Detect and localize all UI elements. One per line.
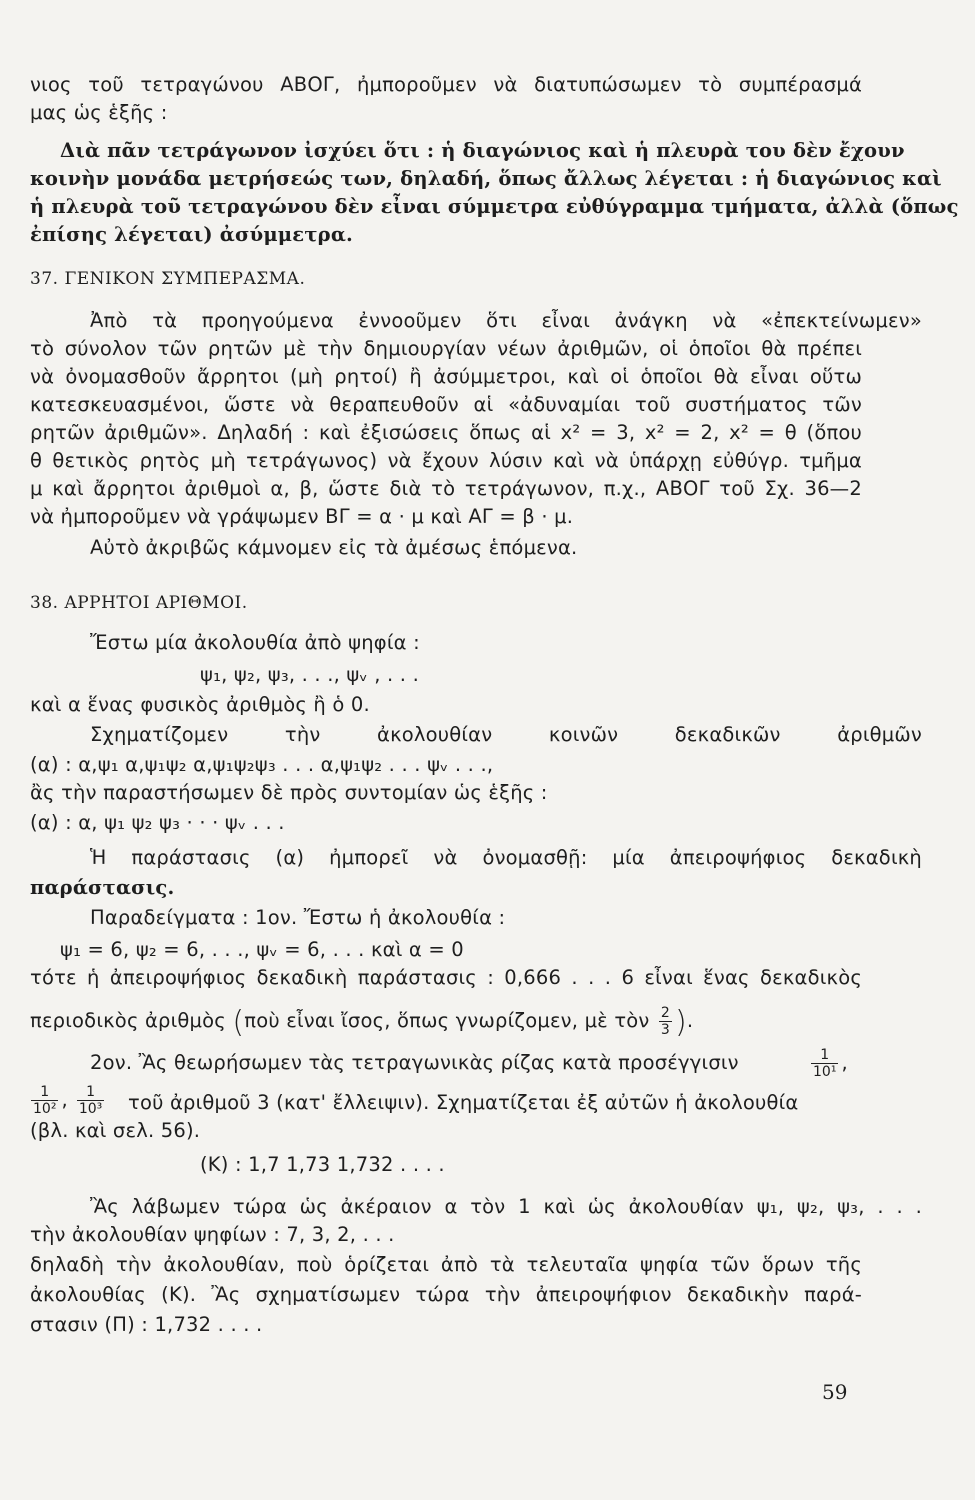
- text-line: (α) : α, ψ₁ ψ₂ ψ₃ · · · ψᵥ . . .: [30, 811, 285, 834]
- text-line: Ἔστω μία ἀκολουθία ἀπὸ ψηφία :: [90, 631, 420, 654]
- text-line: νιος τοῦ τετραγώνου ΑΒΟΓ, ἠμποροῦμεν νὰ διατυπώσωμεν τὸ συμπέρασμά: [30, 73, 862, 96]
- text-line: ψ₁ = 6, ψ₂ = 6, . . ., ψᵥ = 6, . . . καὶ α = 0: [60, 938, 464, 961]
- fraction-one-tenth: $\frac{1}{\text{10¹}}$ ,: [813, 1047, 848, 1080]
- text-line: ρητῶν ἀριθμῶν». Δηλαδή : καὶ ἐξισώσεις ὅπως αἱ x² = 3, x² = 2, x² = θ (ὅπου: [30, 421, 862, 444]
- text-line: μας ὡς ἑξῆς :: [30, 101, 168, 124]
- text-line: τοῦ ἀριθμοῦ 3 (κατ' ἔλλειψιν). Σχηματίζεται ἐξ αὐτῶν ἡ ἀκολουθία: [128, 1091, 799, 1114]
- text-line: ἀκολουθίας (Κ). Ἂς σχηματίσωμεν τώρα τὴν ἀπειροψήφιον δεκαδικὴν παρά-: [30, 1283, 862, 1306]
- page-number: 59: [822, 1380, 848, 1404]
- text-line: δηλαδὴ τὴν ἀκολουθίαν, ποὺ ὁρίζεται ἀπὸ τὰ τελευταῖα ψηφία τῶν ὅρων τῆς: [30, 1253, 862, 1276]
- text-line: ψ₁, ψ₂, ψ₃, . . ., ψᵥ , . . .: [200, 663, 420, 686]
- text-line: παράστασις.: [30, 876, 175, 899]
- text-line: Σχηματίζομεν τὴν ἀκολουθίαν κοινῶν δεκαδικῶν ἀριθμῶν: [90, 723, 922, 746]
- periodic-middle: ποὺ εἶναι ἴσος, ὅπως γνωρίζομεν, μὲ τὸν: [244, 1009, 650, 1032]
- text-line: τὴν ἀκολουθίαν ψηφίων : 7, 3, 2, . . .: [30, 1223, 395, 1246]
- fractions-hundredth-thousandth: $\frac{1}{\text{10²}}$ , $\frac{1}{\text{10³}}$: [33, 1084, 103, 1117]
- text-line: 38. ΑΡΡΗΤΟΙ ΑΡΙΘΜΟΙ.: [30, 593, 248, 613]
- text-line: 37. ΓΕΝΙΚΟΝ ΣΥΜΠΕΡΑΣΜΑ.: [30, 269, 306, 289]
- text-line: θ θετικὸς ρητὸς μὴ τετράγωνος) νὰ ἔχουν λύσιν καὶ νὰ ὑπάρχῃ εὐθύγρ. τμῆμα: [30, 449, 862, 472]
- text-line: νὰ ὀνομασθοῦν ἄρρητοι (μὴ ρητοί) ἢ ἀσύμμετροι, καὶ οἱ ὁποῖοι θὰ εἶναι οὕτω: [30, 365, 862, 388]
- text-line: (α) : α,ψ₁ α,ψ₁ψ₂ α,ψ₁ψ₂ψ₃ . . . α,ψ₁ψ₂ . . . ψᵥ . . .,: [30, 753, 494, 776]
- text-line: 2ον. Ἂς θεωρήσωμεν τὰς τετραγωνικὰς ρίζας κατὰ προσέγγισιν: [90, 1051, 739, 1074]
- text-line: τὸ σύνολον τῶν ρητῶν μὲ τὴν δημιουργίαν νέων ἀριθμῶν, οἱ ὁποῖοι θὰ πρέπει: [30, 337, 862, 360]
- text-line: στασιν (Π) : 1,732 . . . .: [30, 1313, 263, 1336]
- text-line: νὰ ἠμποροῦμεν νὰ γράψωμεν ΒΓ = α · μ καὶ ΑΓ = β · μ.: [30, 505, 574, 528]
- text-line: τότε ἡ ἀπειροψήφιος δεκαδικὴ παράστασις : 0,666 . . . 6 εἶναι ἕνας δεκαδικὸς: [30, 966, 862, 989]
- periodic-before: περιοδικὸς ἀριθμὸς: [30, 1009, 226, 1032]
- text-line: (βλ. καὶ σελ. 56).: [30, 1119, 201, 1142]
- text-line: ἐπίσης λέγεται) ἀσύμμετρα.: [30, 223, 354, 246]
- text-line: μ καὶ ἄρρητοι ἀριθμοὶ α, β, ὥστε διὰ τὸ τετράγωνον, π.χ., ΑΒΟΓ τοῦ Σχ. 36—2: [30, 477, 862, 500]
- text-line: κοινὴν μονάδα μετρήσεώς των, δηλαδή, ὅπως ἄλλως λέγεται : ἡ διαγώνιος καὶ: [30, 167, 942, 190]
- text-line: Διὰ πᾶν τετράγωνον ἰσχύει ὅτι : ἡ διαγώνιος καὶ ἡ πλευρὰ του δὲν ἔχουν: [60, 139, 905, 162]
- periodic-number-line: περιοδικὸς ἀριθμὸς (ποὺ εἶναι ἴσος, ὅπως γνωρίζομεν, μὲ τὸν $\frac{2}{3}$ ).: [30, 1005, 694, 1040]
- text-line: Ἡ παράστασις (α) ἠμπορεῖ νὰ ὀνομασθῇ: μία ἀπειροψήφιος δεκαδικὴ: [90, 846, 922, 869]
- text-line: καὶ α ἕνας φυσικὸς ἀριθμὸς ἢ ὁ 0.: [30, 693, 370, 716]
- text-line: Ἂς λάβωμεν τώρα ὡς ἀκέραιον α τὸν 1 καὶ ὡς ἀκολουθίαν ψ₁, ψ₂, ψ₃, . . .: [90, 1195, 922, 1218]
- text-line: Αὐτὸ ἀκριβῶς κάμνομεν εἰς τὰ ἀμέσως ἑπόμενα.: [90, 536, 578, 559]
- text-line: Παραδείγματα : 1ον. Ἔστω ἡ ἀκολουθία :: [90, 906, 506, 929]
- text-line: κατεσκευασμένοι, ὥστε νὰ θεραπευθοῦν αἱ «ἀδυναμίαι τοῦ συστήματος τῶν: [30, 393, 862, 416]
- text-line: Ἀπὸ τὰ προηγούμενα ἐννοοῦμεν ὅτι εἶναι ἀνάγκη νὰ «ἐπεκτείνωμεν»: [90, 309, 922, 332]
- text-line: (Κ) : 1,7 1,73 1,732 . . . .: [200, 1153, 445, 1176]
- fraction-two-thirds: $\frac{2}{3}$: [660, 1005, 670, 1038]
- text-line: ἂς τὴν παραστήσωμεν δὲ πρὸς συντομίαν ὡς ἑξῆς :: [30, 781, 548, 804]
- text-line: ἡ πλευρὰ τοῦ τετραγώνου δὲν εἶναι σύμμετρα εὐθύγραμμα τμήματα, ἀλλὰ (ὅπως: [30, 195, 959, 218]
